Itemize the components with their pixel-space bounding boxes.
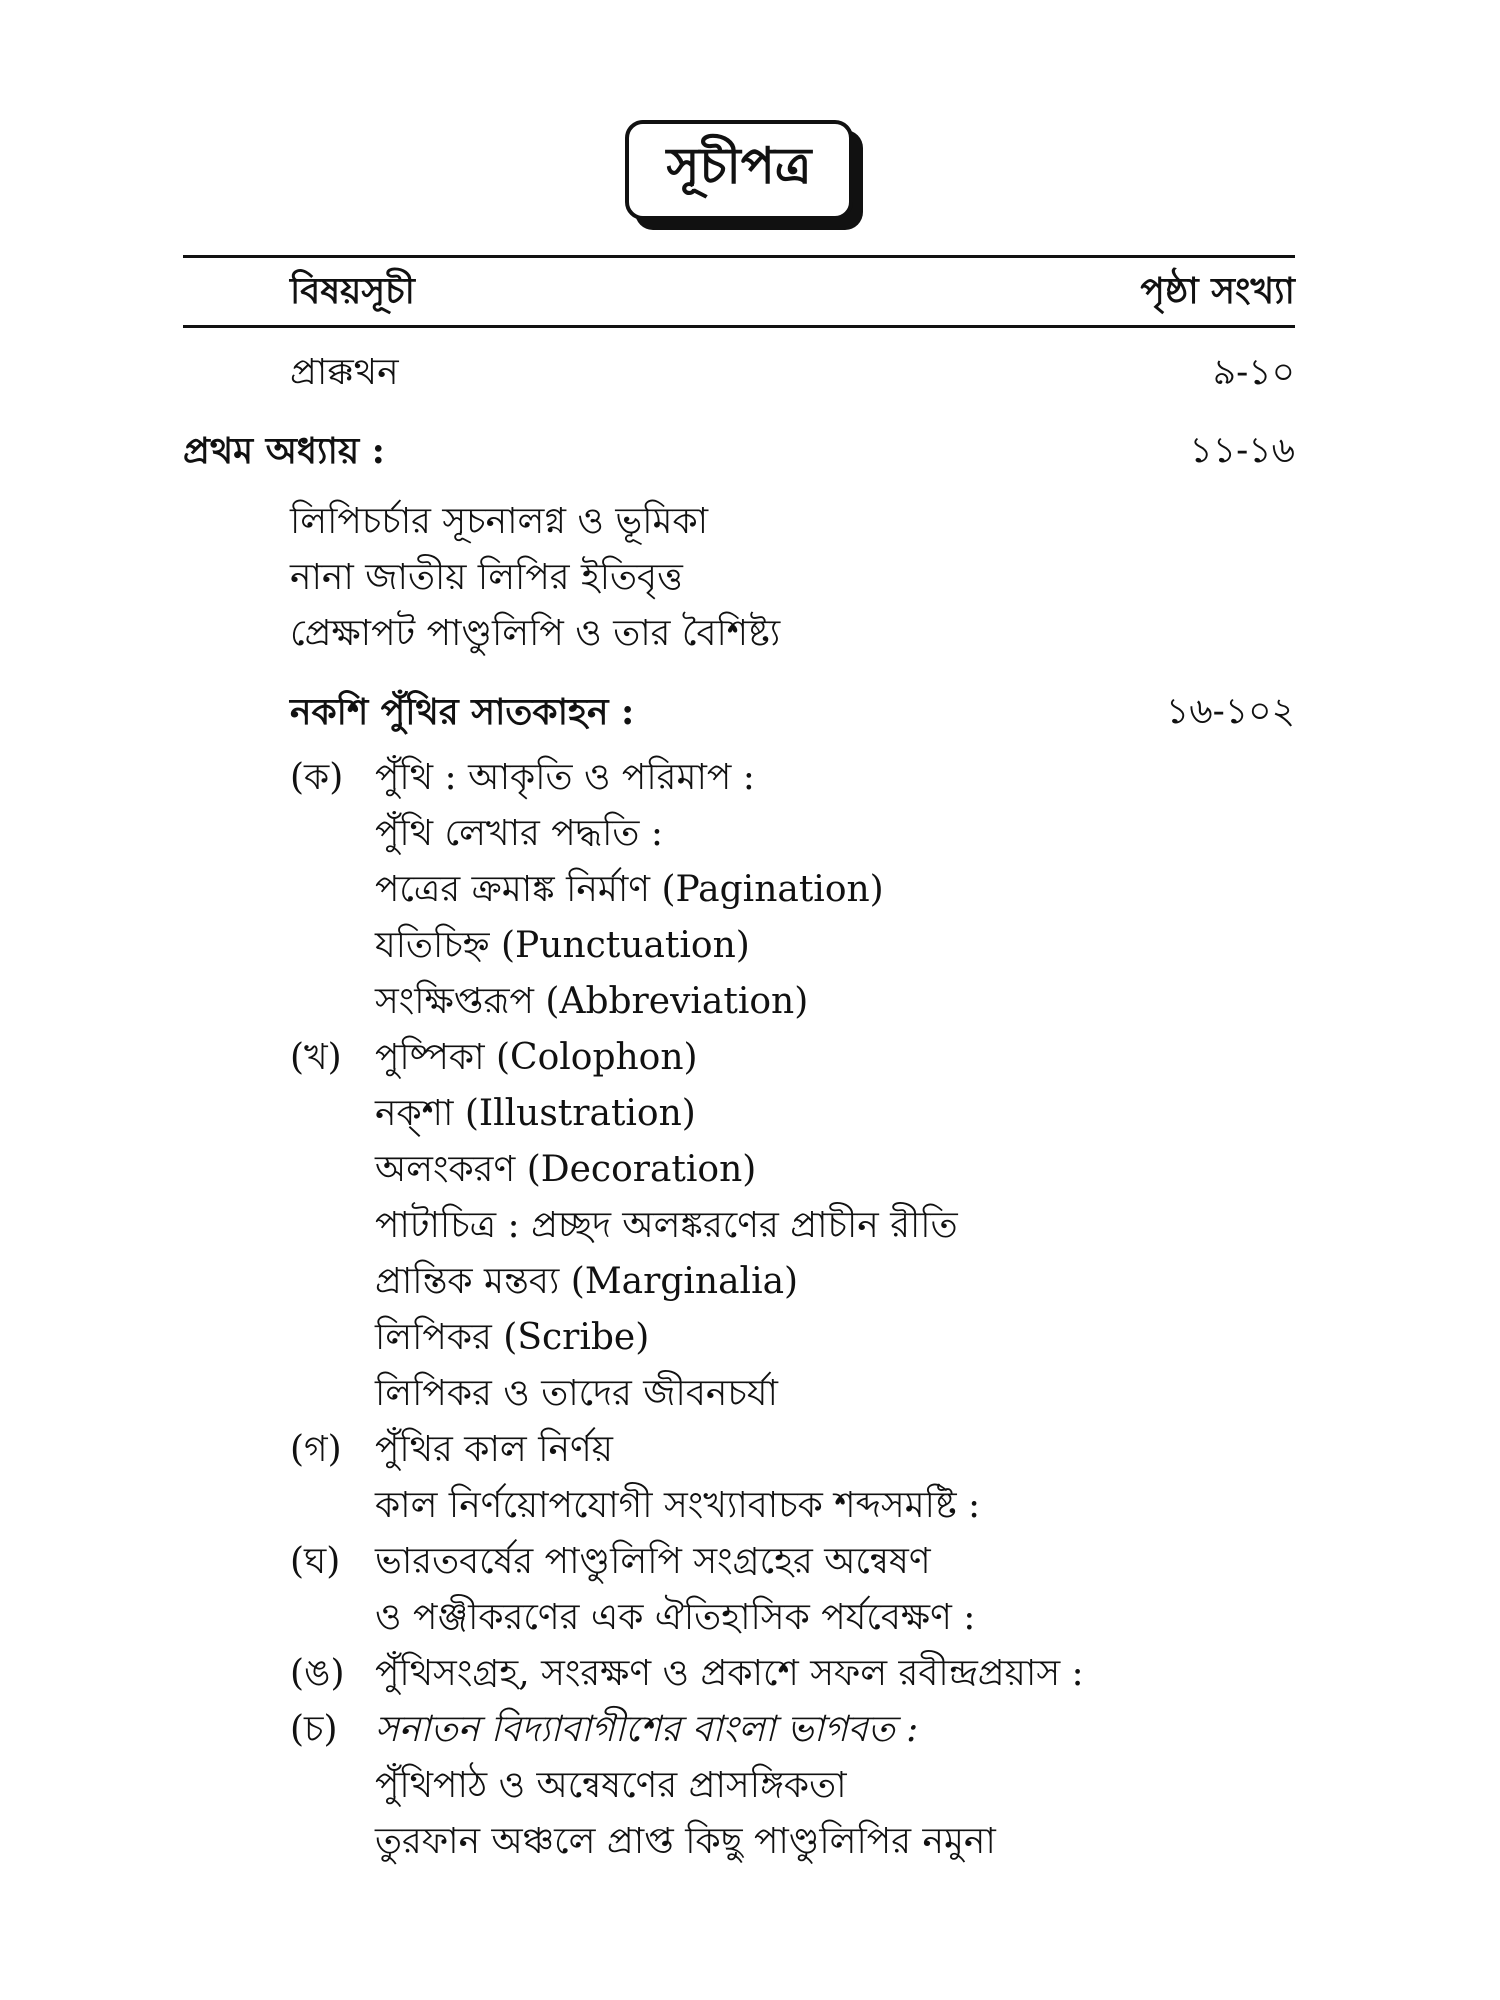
toc-entry-text: সংক্ষিপ্তরূপ (Abbreviation) [375, 981, 809, 1022]
toc-entry [0, 1537, 1500, 1587]
toc-entry-text: প্রথম অধ্যায় : [183, 430, 385, 472]
toc-entry-label: (ঙ) [290, 1653, 345, 1694]
toc-entry [0, 865, 1500, 915]
toc-entry-text: পুষ্পিকা (Colophon) [375, 1037, 698, 1078]
toc-entry [0, 1593, 1500, 1643]
toc-entry-text: পুঁথি : আকৃতি ও পরিমাপ : [375, 757, 755, 798]
toc-entry-label: (গ) [290, 1429, 342, 1470]
toc-entry-label: (খ) [290, 1037, 342, 1078]
toc-entry-text: সনাতন বিদ্যাবাগীশের বাংলা ভাগবত : [375, 1709, 919, 1750]
toc-entry-text: পুঁথিসংগ্রহ, সংরক্ষণ ও প্রকাশে সফল রবীন্দ্রপ্রয়াস : [375, 1653, 1084, 1694]
toc-entry [0, 1257, 1500, 1307]
toc-entry [0, 497, 1500, 547]
toc-entry-label: (ঘ) [290, 1541, 341, 1582]
toc-entry-text: প্রেক্ষাপট পাণ্ডুলিপি ও তার বৈশিষ্ট্য [290, 613, 781, 654]
toc-entry-text: পুঁথি লেখার পদ্ধতি : [375, 813, 663, 854]
toc-entry-text: পত্রের ক্রমাঙ্ক নির্মাণ (Pagination) [375, 869, 884, 910]
toc-entry-text: নানা জাতীয় লিপির ইতিবৃত্ত [290, 557, 683, 598]
toc-entry [0, 977, 1500, 1027]
toc-entry-text: নকশি পুঁথির সাতকাহন : [290, 691, 635, 733]
toc-entry-text: পাটাচিত্র : প্রচ্ছদ অলঙ্করণের প্রাচীন রীতি [375, 1205, 958, 1246]
toc-entry [0, 1089, 1500, 1139]
toc-entry-text: ও পঞ্জীকরণের এক ঐতিহাসিক পর্যবেক্ষণ : [375, 1597, 976, 1638]
toc-entry [0, 609, 1500, 659]
toc-entry-text: কাল নির্ণয়োপযোগী সংখ্যাবাচক শব্দসমষ্টি : [375, 1485, 981, 1526]
toc-entry-text: অলংকরণ (Decoration) [375, 1149, 757, 1190]
toc-entry-text: লিপিচর্চার সূচনালগ্ন ও ভূমিকা [290, 501, 709, 542]
toc-entry [0, 1201, 1500, 1251]
toc-section-heading [0, 687, 1500, 737]
header-bottom-rule [183, 325, 1295, 328]
toc-entry [0, 348, 1500, 398]
header-top-rule [183, 255, 1295, 258]
column-header-page-number: পৃষ্ঠা সংখ্যা [1140, 270, 1295, 312]
toc-entry-label: (ক) [290, 757, 344, 798]
toc-entry [0, 1817, 1500, 1867]
toc-entry-page: ১৬-১০২ [1165, 691, 1295, 732]
toc-entry [0, 1705, 1500, 1755]
toc-entry-label: (চ) [290, 1709, 338, 1750]
toc-entry [0, 1145, 1500, 1195]
toc-entry [0, 1425, 1500, 1475]
toc-entry-text: যতিচিহ্ন (Punctuation) [375, 925, 750, 966]
toc-chapter-heading [0, 426, 1500, 476]
toc-entry [0, 1649, 1500, 1699]
toc-entry [0, 1369, 1500, 1419]
toc-entry-text: ভারতবর্ষের পাণ্ডুলিপি সংগ্রহের অন্বেষণ [375, 1541, 931, 1582]
toc-entry-page: ১১-১৬ [1189, 430, 1295, 471]
toc-entry-text: লিপিকর ও তাদের জীবনচর্যা [375, 1373, 778, 1414]
toc-entry-text: নক্‌শা (Illustration) [375, 1093, 696, 1134]
toc-entry [0, 1481, 1500, 1531]
column-header-contents: বিষয়সূচী [290, 270, 415, 312]
toc-entry-text: তুরফান অঞ্চলে প্রাপ্ত কিছু পাণ্ডুলিপির নমুনা [375, 1821, 996, 1862]
toc-entry [0, 1313, 1500, 1363]
toc-entry [0, 809, 1500, 859]
toc-entry-text: পুঁথির কাল নির্ণয় [375, 1429, 613, 1470]
toc-entry-text: প্রাক্কথন [290, 352, 399, 393]
toc-entry [0, 553, 1500, 603]
page-title: সূচীপত্র [625, 120, 853, 220]
toc-entry-text: লিপিকর (Scribe) [375, 1317, 650, 1358]
toc-entry-page: ৯-১০ [1212, 352, 1295, 393]
toc-entry [0, 1033, 1500, 1083]
toc-entry-text: প্রান্তিক মন্তব্য (Marginalia) [375, 1261, 799, 1302]
toc-entry [0, 1761, 1500, 1811]
toc-entry [0, 753, 1500, 803]
toc-entry-text: পুঁথিপাঠ ও অন্বেষণের প্রাসঙ্গিকতা [375, 1765, 847, 1806]
toc-entry [0, 921, 1500, 971]
